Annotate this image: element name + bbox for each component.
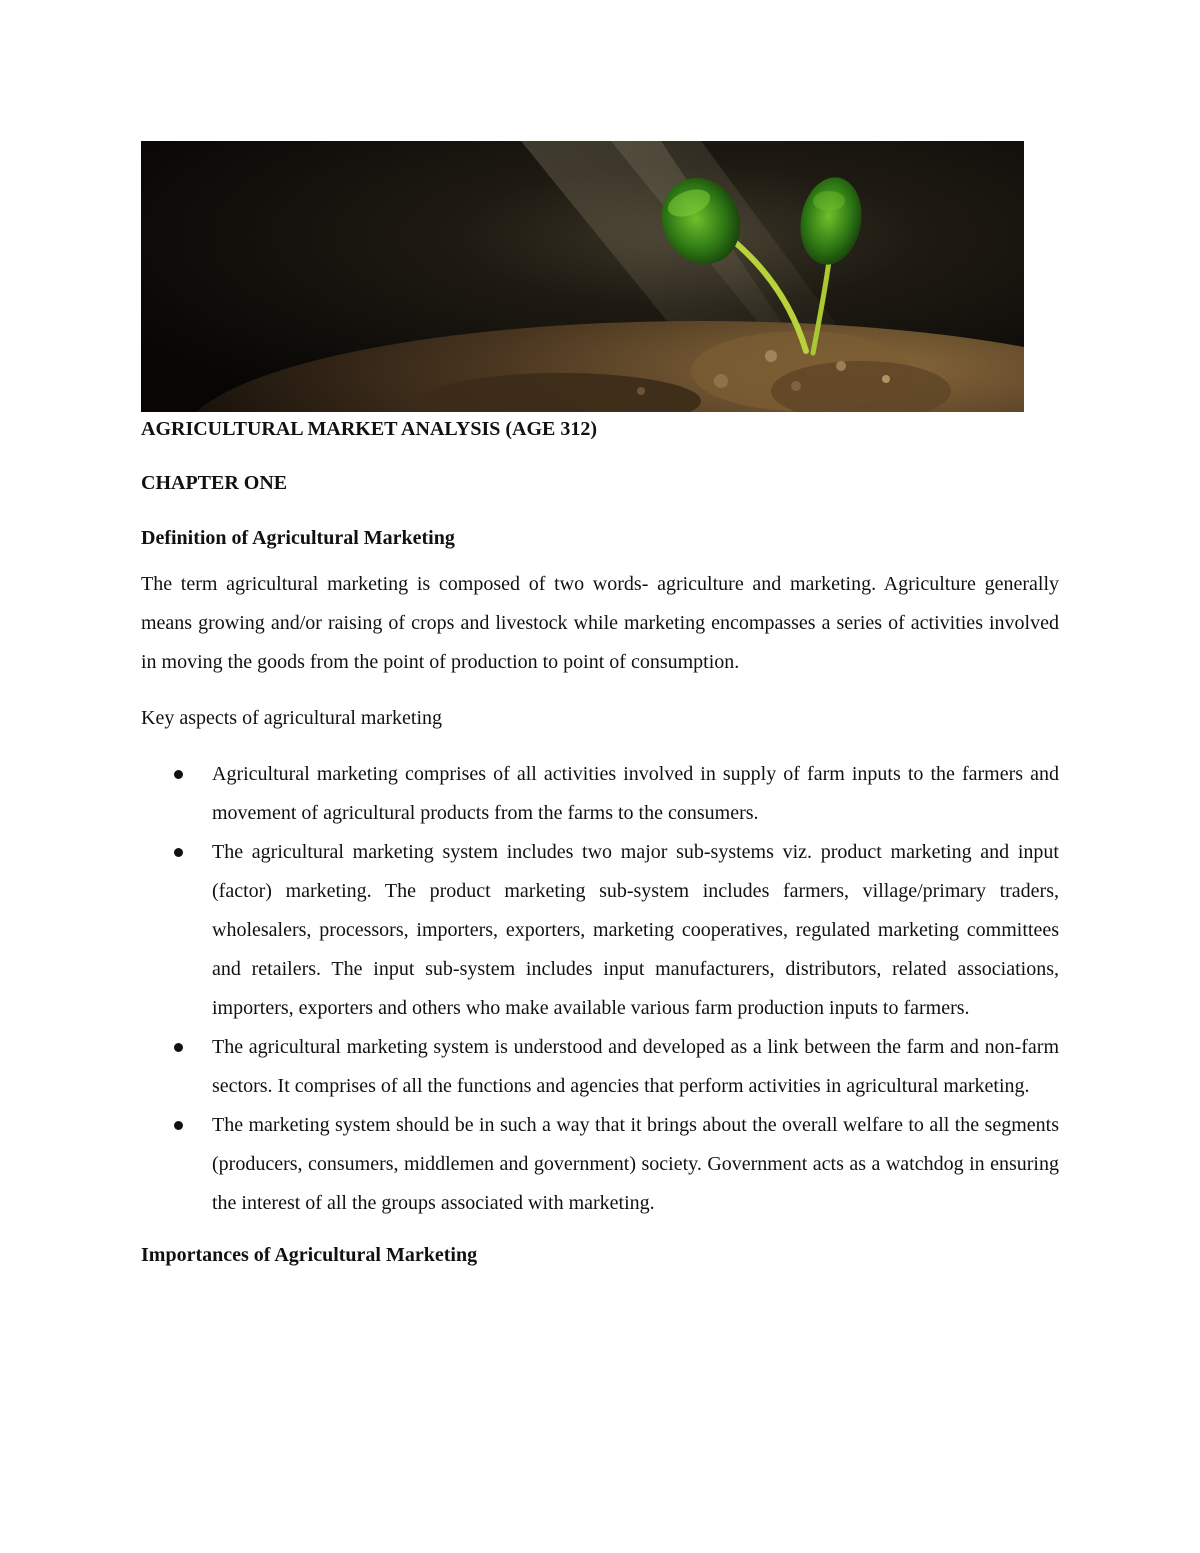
intro-paragraph: The term agricultural marketing is composed of two words- agriculture and marketing. Agriculture generally means growing and/or raising of crops and livestock while marketing encompasses a series of activities involved in moving the goods from the point of production to point of consumption.	[141, 573, 1059, 673]
list-item-text: The agricultural marketing system is understood and developed as a link between the farm and non-farm sectors. It comprises of all the functions and agencies that perform activities in agricultural marketing.	[212, 1036, 1059, 1097]
seedling-illustration	[141, 141, 1024, 412]
list-item	[141, 833, 1059, 1028]
list-item	[141, 1106, 1059, 1223]
chapter-title: CHAPTER ONE	[141, 472, 288, 494]
list-item	[141, 1028, 1059, 1106]
list-item-text: The marketing system should be in such a way that it brings about the overall welfare to all the segments (producers, consumers, middlemen and government) society. Government acts as a watchdog in ensuring the interest of all the groups associated with marketing.	[212, 1114, 1059, 1214]
list-item-text: The agricultural marketing system includes two major sub-systems viz. product marketing and input (factor) marketing. The product marketing sub-system includes farmers, village/primary traders, wholesalers, processors, importers, exporters, marketing cooperatives, regulated marketing committees and retailers. The input sub-system includes input manufacturers, distributors, related associations, importers, exporters and others who make available various farm production inputs to farmers.	[212, 841, 1059, 1019]
list-item-text: Agricultural marketing comprises of all activities involved in supply of farm inputs to the farmers and movement of agricultural products from the farms to the consumers.	[212, 763, 1059, 824]
key-aspects-label: Key aspects of agricultural marketing	[141, 707, 442, 729]
section-title: Definition of Agricultural Marketing	[141, 527, 455, 549]
importances-title: Importances of Agricultural Marketing	[141, 1244, 478, 1266]
bullet-icon	[174, 848, 183, 857]
bullet-icon	[174, 770, 183, 779]
seedling-hero-image	[141, 141, 1024, 412]
key-aspects-list	[141, 755, 1059, 1223]
document-body	[141, 413, 1059, 1269]
list-item	[141, 755, 1059, 833]
bullet-icon	[174, 1043, 183, 1052]
course-title: AGRICULTURAL MARKET ANALYSIS (AGE 312)	[141, 418, 598, 440]
bullet-icon	[174, 1121, 183, 1130]
